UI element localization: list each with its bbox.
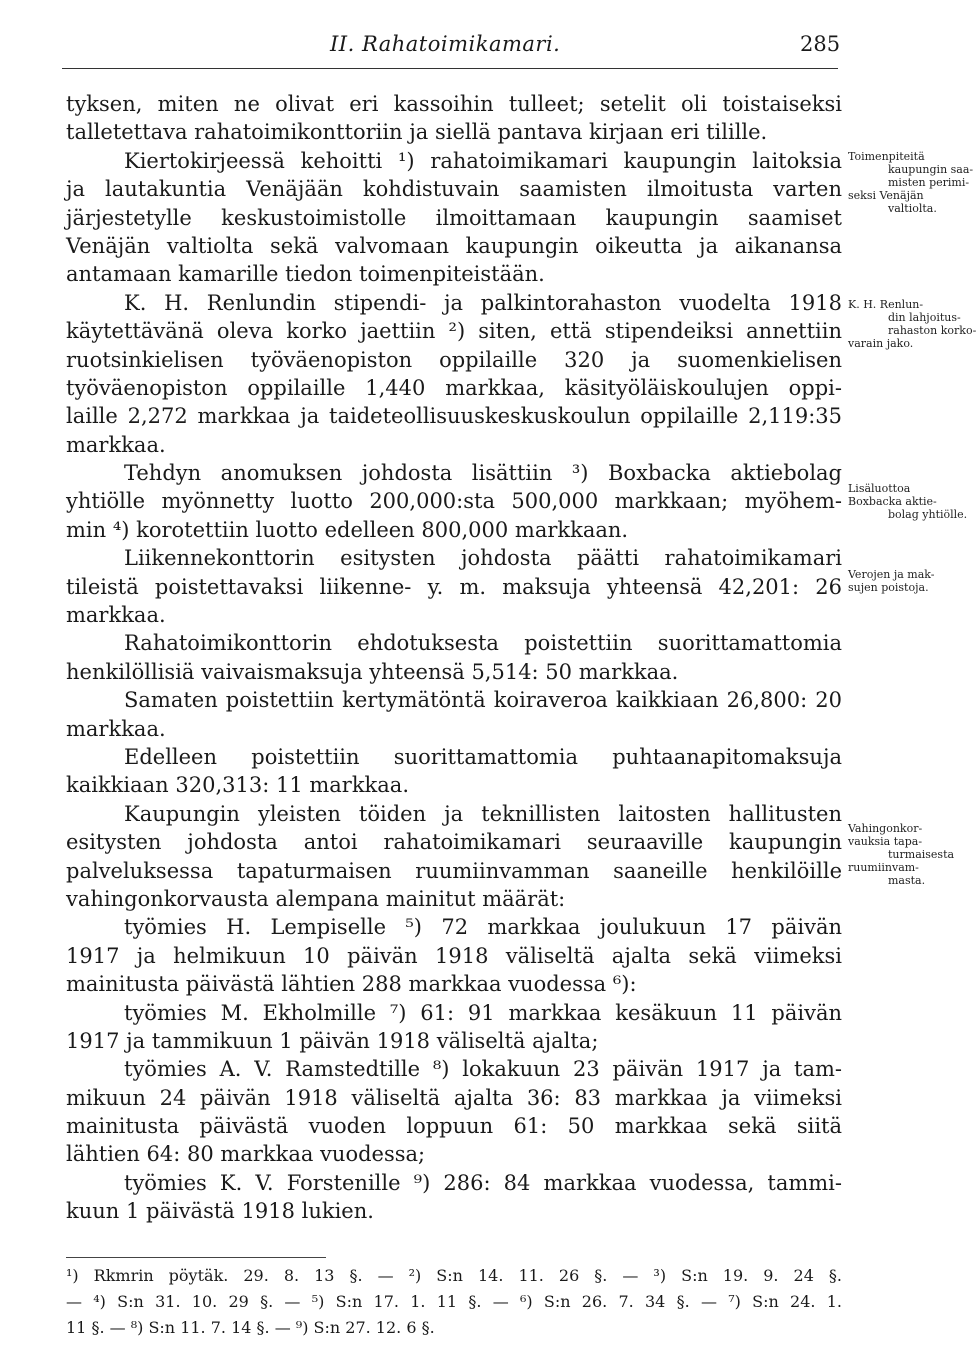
text-line: Venäjän valtiolta sekä valvomaan kaupungin oikeutta ja aikanansa (66, 233, 842, 258)
text-line: käytettävänä oleva korko jaettiin ²) siten, että stipendeiksi annettiin (66, 319, 842, 344)
margin-note-line: misten perimi- (888, 176, 970, 189)
text-line: työmies A. V. Ramstedtille ⁸) lokakuun 23 päivän 1917 ja tam- (124, 1057, 842, 1082)
text-line: ja lautakuntia Venäjään kohdistuvain saamisten ilmoitusta varten (66, 177, 842, 202)
margin-note-accident-compensation (848, 822, 960, 887)
margin-note-line: K. H. Renlun- (848, 298, 924, 311)
footnote-rule (66, 1257, 326, 1258)
text-line: järjestetylle keskustoimistolle ilmoittamaan kaupungin saamiset (66, 205, 842, 230)
text-line: lähtien 64: 80 markkaa vuodessa; (66, 1142, 426, 1167)
text-line: kuun 1 päivästä 1918 lukien. (66, 1199, 374, 1224)
text-line: työmies M. Ekholmille ⁷) 61: 91 markkaa kesäkuun 11 päivän (124, 1000, 842, 1025)
text-line: markkaa. (66, 603, 166, 628)
footnote-line: ¹) Rkmrin pöytäk. 29. 8. 13 §. — ²) S:n 14. 11. 26 §. — ³) S:n 19. 9. 24 §. (66, 1266, 842, 1285)
text-line: työmies H. Lempiselle ⁵) 72 markkaa joulukuun 17 päivän (124, 915, 842, 940)
margin-note-line: Toimenpiteitä (848, 150, 925, 163)
margin-note-line: ruumiinvam- (848, 861, 919, 874)
text-line: Rahatoimikonttorin ehdotuksesta poistettiin suorittamattomia (124, 631, 842, 656)
text-line: henkilöllisiä vaivaismaksuja yhteensä 5,514: 50 markkaa. (66, 659, 679, 684)
header-rule (62, 68, 838, 69)
text-line: työväenopiston oppilaille 1,440 markkaa, käsityöläiskoulujen oppi- (66, 375, 842, 400)
margin-note-line: valtiolta. (888, 202, 937, 215)
text-line: min ⁴) korotettiin luotto edelleen 800,000 markkaan. (66, 517, 629, 542)
margin-note-line: Lisäluottoa (848, 482, 911, 495)
text-line: Kaupungin yleisten töiden ja teknillisten laitosten hallitusten (124, 801, 842, 826)
margin-note-line: turmaisesta (888, 848, 955, 861)
footnote-line: — ⁴) S:n 31. 10. 29 §. — ⁵) S:n 17. 1. 11 §. — ⁶) S:n 26. 7. 34 §. — ⁷) S:n 24. 1. (66, 1292, 842, 1311)
text-line: markkaa. (66, 432, 166, 457)
margin-note-line: Verojen ja mak- (848, 568, 935, 581)
text-line: 1917 ja helmikuun 10 päivän 1918 väliseltä ajalta sekä viimeksi (66, 943, 842, 968)
margin-note-line: varain jako. (848, 337, 914, 350)
footnote-line: 11 §. — ⁸) S:n 11. 7. 14 §. — ⁹) S:n 27. 12. 6 §. (66, 1318, 435, 1337)
margin-note-line: masta. (888, 874, 926, 887)
margin-note-boxbacka-credit (848, 482, 968, 521)
text-line: tyksen, miten ne olivat eri kassoihin tulleet; setelit oli toistaiseksi (66, 92, 842, 116)
text-line: markkaa. (66, 716, 166, 741)
text-line: mainitusta päivästä lähtien 288 markkaa vuodessa ⁶): (66, 972, 637, 997)
text-line: ruotsinkielisen työväenopiston oppilaille 320 ja suomenkielisen (66, 347, 842, 372)
text-line: työmies K. V. Forstenille ⁹) 286: 84 markkaa vuodessa, tammi- (124, 1170, 842, 1195)
margin-note-line: kaupungin saa- (888, 163, 974, 176)
margin-note-line: din lahjoitus- (888, 311, 961, 324)
text-line: 1917 ja tammikuun 1 päivän 1918 väliseltä ajalta; (66, 1028, 599, 1053)
running-header-title: II. Rahatoimikamari. (330, 32, 561, 56)
margin-note-line: rahaston korko- (888, 324, 976, 337)
margin-note-renlund-fund (848, 298, 976, 350)
text-line: mikuun 24 päivän 1918 väliseltä ajalta 36: 83 markkaa ja viimeksi (66, 1085, 842, 1110)
text-line: kaikkiaan 320,313: 11 markkaa. (66, 773, 409, 798)
text-line: Tehdyn anomuksen johdosta lisättiin ³) Boxbacka aktiebolag (124, 461, 842, 486)
text-line: vahingonkorvausta alempana mainitut määrät: (66, 886, 566, 911)
body-text (66, 90, 842, 1226)
margin-note-tax-writeoffs (848, 568, 960, 594)
margin-note-line: sujen poistoja. (848, 581, 929, 594)
text-line: esitysten johdosta antoi rahatoimikamari seuraaville kaupungin (66, 830, 842, 855)
text-line: tileistä poistettavaksi liikenne- y. m. maksuja yhteensä 42,201: 26 (66, 574, 842, 599)
text-line: Kiertokirjeessä kehoitti ¹) rahatoimikamari kaupungin laitoksia (124, 148, 842, 173)
text-line: antamaan kamarille tiedon toimenpiteistään. (66, 262, 545, 287)
text-line: Edelleen poistettiin suorittamattomia puhtaanapitomaksuja (124, 744, 842, 769)
text-line: Liikennekonttorin esitysten johdosta päätti rahatoimikamari (124, 546, 842, 571)
margin-note-line: bolag yhtiölle. (888, 508, 968, 521)
text-line: palveluksessa tapaturmaisen ruumiinvamman saaneille henkilöille (66, 858, 842, 883)
margin-note-line: vauksia tapa- (848, 835, 923, 848)
text-line: mainitusta päivästä vuoden loppuun 61: 50 markkaa sekä siitä (66, 1114, 842, 1139)
margin-note-line: seksi Venäjän (848, 189, 924, 202)
margin-note-russia-claims (848, 150, 974, 215)
text-line: yhtiölle myönnetty luotto 200,000:sta 500,000 markkaan; myöhem- (66, 489, 842, 514)
text-line: laille 2,272 markkaa ja taideteollisuuskeskuskoulun oppilaille 2,119:35 (66, 404, 842, 429)
margin-note-line: Vahingonkor- (848, 822, 923, 835)
page-number: 285 (800, 32, 841, 56)
text-line: K. H. Renlundin stipendi- ja palkintorahaston vuodelta 1918 (124, 290, 842, 315)
text-line: talletettava rahatoimikonttoriin ja siellä pantava kirjaan eri tilille. (66, 120, 768, 145)
text-line: Samaten poistettiin kertymätöntä koiraveroa kaikkiaan 26,800: 20 (124, 688, 842, 713)
margin-note-line: Boxbacka aktie- (848, 495, 937, 508)
